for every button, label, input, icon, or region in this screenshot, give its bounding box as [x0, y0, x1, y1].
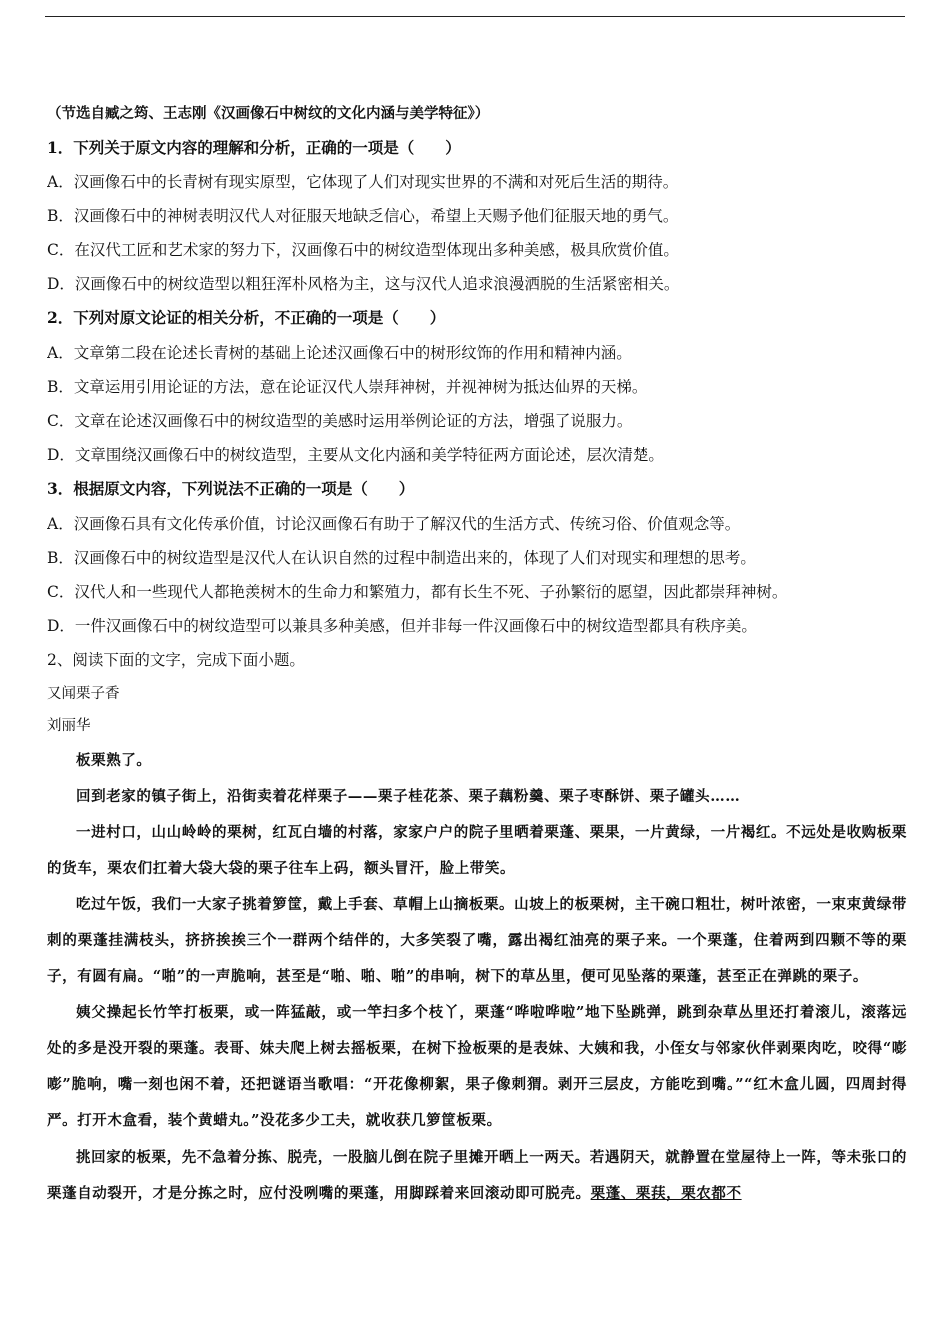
essay-paragraph: 回到老家的镇子街上，沿街卖着花样栗子——栗子桂花茶、栗子藕粉羹、栗子枣酥饼、栗子罐头……: [76, 787, 741, 805]
question-3-option-c: C．汉代人和一些现代人都艳羡树木的生命力和繁殖力，都有长生不死、子孙繁衍的愿望，因此都崇拜神树。: [47, 582, 788, 601]
top-rule: [45, 16, 905, 17]
essay-title: 又闻栗子香: [47, 685, 120, 702]
section-intro: 2、阅读下面的文字，完成下面小题。: [47, 651, 305, 670]
question-3-option-d: D．一件汉画像石中的树纹造型可以兼具多种美感，但并非每一件汉画像石中的树纹造型都具有秩序美。: [47, 617, 757, 636]
essay-last-paragraph: [47, 1140, 907, 1212]
question-3-stem: 3．根据原文内容，下列说法不正确的一项是（ ）: [47, 479, 415, 499]
essay-paragraph: 一进村口，山山岭岭的栗树，红瓦白墙的村落，家家户户的院子里晒着栗蓬、栗果，一片黄绿，一片褐红。不远处是收购板栗的货车，栗农们扛着大袋大袋的栗子往车上码，额头冒汗，脸上带笑。: [47, 823, 907, 877]
question-1-stem: 1．下列关于原文内容的理解和分析，正确的一项是（ ）: [47, 137, 461, 157]
question-2-stem: 2．下列对原文论证的相关分析，不正确的一项是（ ）: [47, 308, 446, 328]
question-1-option-b: B．汉画像石中的神树表明汉代人对征服天地缺乏信心，希望上天赐予他们征服天地的勇气。: [47, 206, 679, 225]
question-2-option-d: D．文章围绕汉画像石中的树纹造型，主要从文化内涵和美学特征两方面论述，层次清楚。: [47, 446, 664, 465]
question-2-option-a: A．文章第二段在论述长青树的基础上论述汉画像石中的树形纹饰的作用和精神内涵。: [47, 343, 632, 362]
underlined-text: 栗蓬、栗荴，栗农都不: [590, 1184, 742, 1202]
source-note: （节选自臧之筠、王志刚《汉画像石中树纹的文化内涵与美学特征》）: [47, 105, 490, 122]
question-3-option-a: A．汉画像石具有文化传承价值，讨论汉画像石有助于了解汉代的生活方式、传统习俗、价值观念等。: [47, 514, 741, 533]
essay-author: 刘丽华: [47, 718, 91, 734]
question-1-option-d: D．汉画像石中的树纹造型以粗狂浑朴风格为主，这与汉代人追求浪漫洒脱的生活紧密相关。: [47, 275, 680, 294]
question-1-option-c: C．在汉代工匠和艺术家的努力下，汉画像石中的树纹造型体现出多种美感，极具欣赏价值。: [47, 241, 679, 260]
essay-paragraph: 姨父操起长竹竿打板栗，或一阵猛敲，或一竿扫多个枝丫，栗蓬“哗啦哗啦”地下坠跳弹，跳到杂草丛里还打着滚儿，滚落远处的多是没开裂的栗蓬。表哥、妹夫爬上树去摇板栗，在树下捡板栗的是表妹、大姨和我，小侄女与邻家伙伴剥栗肉吃，咬得“嘭嘭”脆响，嘴一刻也闲不着，还把谜语当歌唱：“开花像柳絮，果子像刺猬。剥开三层皮，方能吃到嘴。”“红木盒儿圆，四周封得严。打开木盒看，装个黄蜡丸。”没花多少工夫，就收获几箩筐板栗。: [47, 1004, 907, 1130]
question-2-option-b: B．文章运用引用论证的方法，意在论证汉代人崇拜神树，并视神树为抵达仙界的天梯。: [47, 377, 648, 396]
question-2-option-c: C．文章在论述汉画像石中的树纹造型的美感时运用举例论证的方法，增强了说服力。: [47, 412, 633, 430]
question-1-option-a: A．汉画像石中的长青树有现实原型，它体现了人们对现实世界的不满和对死后生活的期待。: [47, 172, 679, 191]
question-3-option-b: B．汉画像石中的树纹造型是汉代人在认识自然的过程中制造出来的，体现了人们对现实和理想的思考。: [47, 548, 756, 567]
essay-last-paragraph-text: 挑回家的板栗，先不急着分拣、脱壳，一股脑儿倒在院子里摊开晒上一两天。若遇阴天，就静置在堂屋待上一阵，等未张口的栗蓬自动裂开，才是分拣之时，应付没咧嘴的栗蓬，用脚踩着来回滚动即可脱壳。: [47, 1148, 907, 1202]
essay-paragraph: 板栗熟了。: [76, 751, 152, 769]
page-content: [47, 98, 907, 1212]
essay-paragraph: 吃过午饭，我们一大家子挑着箩筐，戴上手套、草帽上山摘板栗。山坡上的板栗树，主干碗口粗壮，树叶浓密，一束束黄绿带刺的栗蓬挂满枝头，挤挤挨挨三个一群两个结伴的，大多笑裂了嘴，露出褐红油亮的栗子来。一个栗蓬，住着两到四颗不等的栗子，有圆有扁。“啪”的一声脆响，甚至是“啪、啪、啪”的串响，树下的草丛里，便可见坠落的栗蓬，甚至正在弹跳的栗子。: [47, 895, 907, 986]
